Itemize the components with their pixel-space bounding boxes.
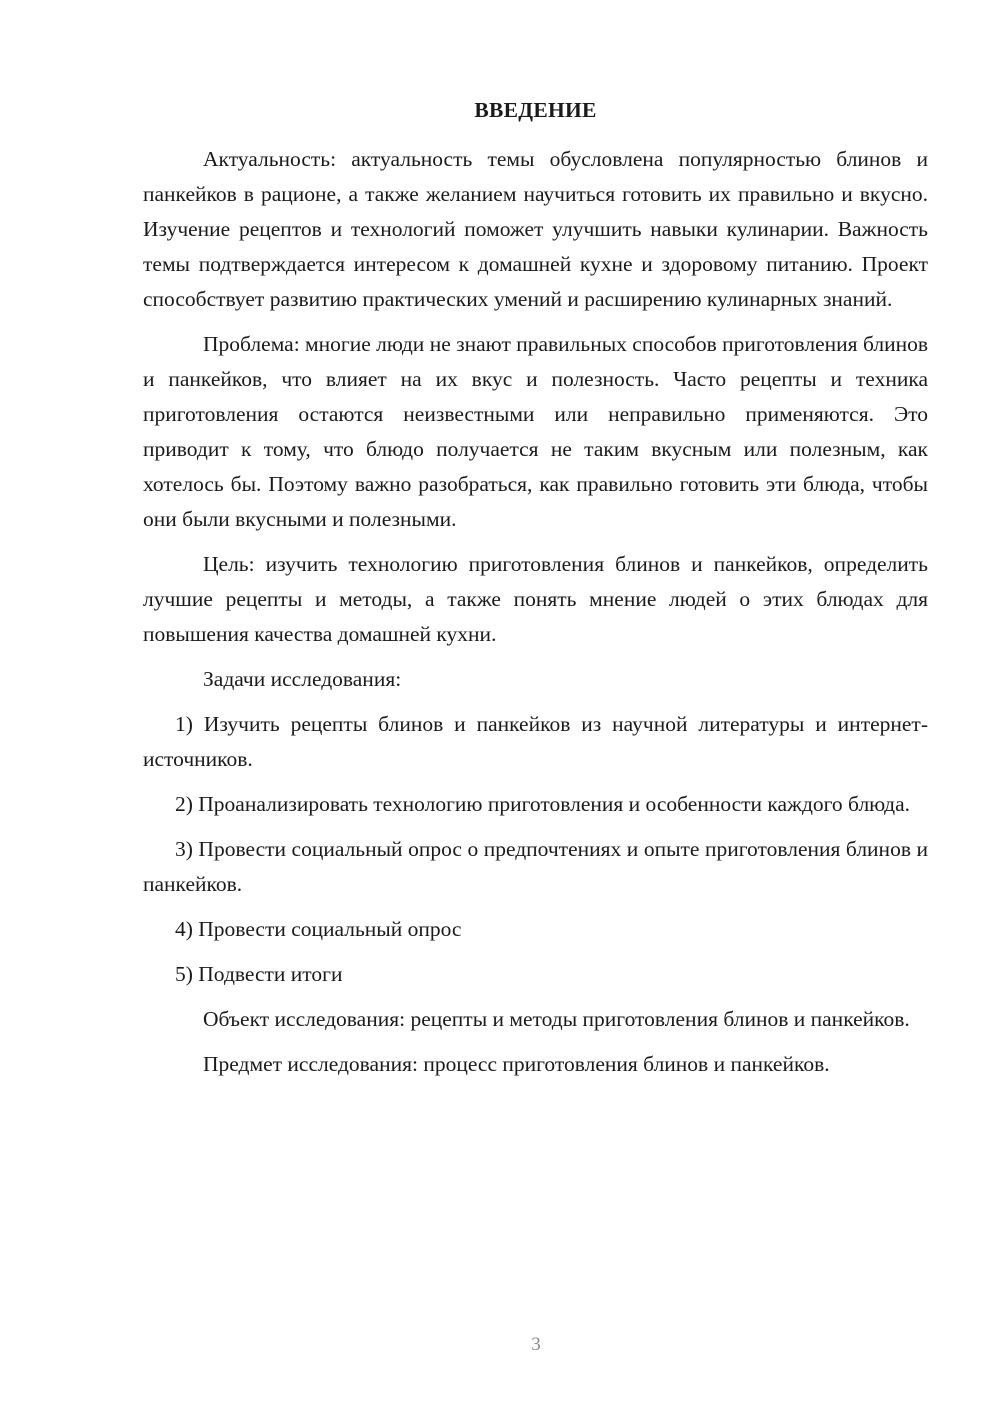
task-item-4: 4) Провести социальный опрос xyxy=(175,917,462,941)
page-number: 3 xyxy=(531,1334,541,1355)
task-item-1: 1) Изучить рецепты блинов и панкейков из научной литературы и интернет-источников. xyxy=(143,712,928,771)
object-paragraph: Объект исследования: рецепты и методы приготовления блинов и панкейков. xyxy=(203,1007,910,1031)
subject-paragraph: Предмет исследования: процесс приготовления блинов и панкейков. xyxy=(203,1052,830,1076)
task-item-3: 3) Провести социальный опрос о предпочтениях и опыте приготовления блинов и панкейков. xyxy=(143,837,928,896)
goal-paragraph: Цель: изучить технологию приготовления блинов и панкейков, определить лучшие рецепты и методы, а также понять мнение людей о этих блюдах для повышения качества домашней кухни. xyxy=(143,552,928,646)
relevance-paragraph: Актуальность: актуальность темы обусловлена популярностью блинов и панкейков в рационе, а также желанием научиться готовить их правильно и вкусно. Изучение рецептов и технологий поможет улучшить навыки кулинарии. Важность темы подтверждается интересом к домашней кухне и здоровому питанию. Проект способствует развитию практических умений и расширению кулинарных знаний. xyxy=(143,147,928,311)
problem-paragraph: Проблема: многие люди не знают правильных способов приготовления блинов и панкейков, что влияет на их вкус и полезность. Часто рецепты и техника приготовления остаются неизвестными или неправильно применяются. Это приводит к тому, что блюдо получается не таким вкусным или полезным, как хотелось бы. Поэтому важно разобраться, как правильно готовить эти блюда, чтобы они были вкусными и полезными. xyxy=(143,332,928,531)
page-content xyxy=(143,96,928,1082)
page-title: ВВЕДЕНИЕ xyxy=(474,98,597,122)
task-item-2: 2) Проанализировать технологию приготовления и особенности каждого блюда. xyxy=(175,792,911,816)
task-item-5: 5) Подвести итоги xyxy=(175,962,343,986)
tasks-heading: Задачи исследования: xyxy=(203,667,402,691)
